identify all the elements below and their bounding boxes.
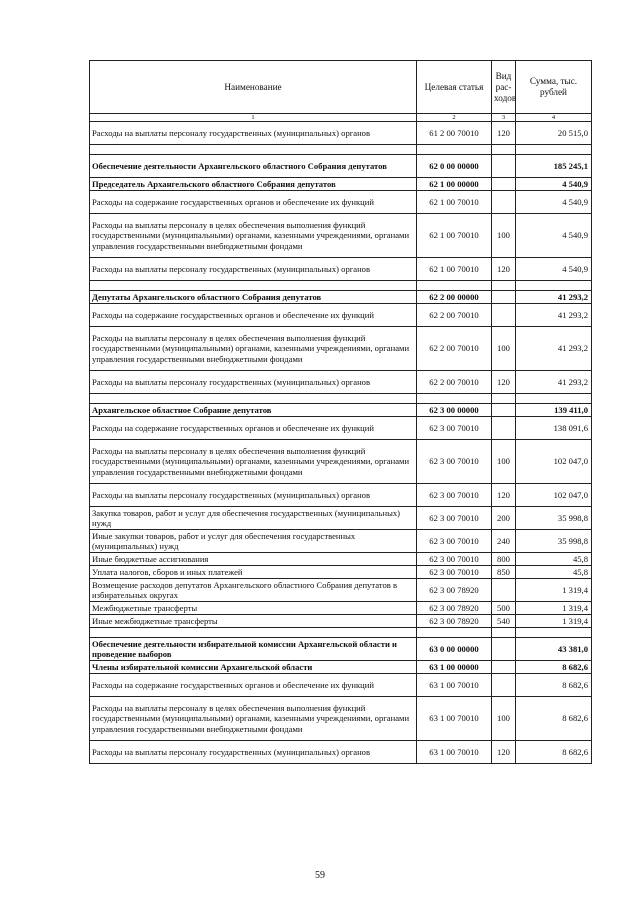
row-code: 62 3 00 70010 xyxy=(417,507,492,530)
row-code: 63 1 00 00000 xyxy=(417,661,492,674)
table-row xyxy=(90,214,592,258)
row-name: Иные бюджетные ассигнования xyxy=(90,553,417,566)
table-row xyxy=(90,191,592,214)
row-type xyxy=(492,404,516,417)
row-code: 62 2 00 70010 xyxy=(417,327,492,371)
spacer-cell xyxy=(417,145,492,155)
spacer-cell xyxy=(492,281,516,291)
row-name: Иные межбюджетные трансферты xyxy=(90,615,417,628)
row-type: 850 xyxy=(492,566,516,579)
row-name: Расходы на выплаты персоналу в целях обеспечения выполнения функций государственными (муниципальными) органами, казенными учреждениями, органами управления государственными внебюджетными фондами xyxy=(90,214,417,258)
row-code: 63 0 00 00000 xyxy=(417,638,492,661)
row-type: 100 xyxy=(492,327,516,371)
row-sum: 8 682,6 xyxy=(516,741,592,764)
header-sum: Сумма, тыс. рублей xyxy=(516,61,592,114)
row-name: Уплата налогов, сборов и иных платежей xyxy=(90,566,417,579)
colnum-3: 3 xyxy=(492,114,516,122)
section-row xyxy=(90,178,592,191)
header-type: Вид рас-ходов xyxy=(492,61,516,114)
table-row xyxy=(90,371,592,394)
row-name: Обеспечение деятельности Архангельского областного Собрания депутатов xyxy=(90,155,417,178)
table-body xyxy=(90,122,592,764)
row-sum: 43 381,0 xyxy=(516,638,592,661)
row-code: 63 1 00 70010 xyxy=(417,741,492,764)
table-row xyxy=(90,530,592,553)
row-code: 62 0 00 00000 xyxy=(417,155,492,178)
row-sum: 1 319,4 xyxy=(516,615,592,628)
row-type xyxy=(492,579,516,602)
table-row xyxy=(90,507,592,530)
row-name: Расходы на выплаты персоналу государственных (муниципальных) органов xyxy=(90,122,417,145)
row-name: Обеспечение деятельности избирательной комиссии Архангельской области и проведение выборов xyxy=(90,638,417,661)
row-name: Возмещение расходов депутатов Архангельского областного Собрания депутатов в избирательных округах xyxy=(90,579,417,602)
spacer-cell xyxy=(492,145,516,155)
row-sum: 102 047,0 xyxy=(516,484,592,507)
row-sum: 1 319,4 xyxy=(516,579,592,602)
table-row xyxy=(90,579,592,602)
row-sum: 1 319,4 xyxy=(516,602,592,615)
row-type: 500 xyxy=(492,602,516,615)
section-row xyxy=(90,404,592,417)
row-type: 100 xyxy=(492,214,516,258)
table-row xyxy=(90,566,592,579)
row-name: Расходы на выплаты персоналу государственных (муниципальных) органов xyxy=(90,741,417,764)
row-code: 62 3 00 70010 xyxy=(417,417,492,440)
row-type: 240 xyxy=(492,530,516,553)
table-row xyxy=(90,741,592,764)
row-code: 62 1 00 70010 xyxy=(417,214,492,258)
header-target: Целевая статья xyxy=(417,61,492,114)
row-sum: 45,8 xyxy=(516,566,592,579)
header-name: Наименование xyxy=(90,61,417,114)
row-code: 62 3 00 78920 xyxy=(417,602,492,615)
row-type: 100 xyxy=(492,440,516,484)
spacer-cell xyxy=(492,394,516,404)
row-code: 62 1 00 70010 xyxy=(417,258,492,281)
row-type xyxy=(492,638,516,661)
row-sum: 41 293,2 xyxy=(516,291,592,304)
table-row xyxy=(90,602,592,615)
page-number: 59 xyxy=(315,870,325,881)
row-name: Иные закупки товаров, работ и услуг для обеспечения государственных (муниципальных) нужд xyxy=(90,530,417,553)
row-type: 120 xyxy=(492,122,516,145)
row-code: 61 2 00 70010 xyxy=(417,122,492,145)
row-name: Расходы на выплаты персоналу государственных (муниципальных) органов xyxy=(90,371,417,394)
row-name: Расходы на содержание государственных органов и обеспечение их функций xyxy=(90,191,417,214)
row-type: 120 xyxy=(492,741,516,764)
colnum-2: 2 xyxy=(417,114,492,122)
row-name: Расходы на содержание государственных органов и обеспечение их функций xyxy=(90,304,417,327)
row-type: 540 xyxy=(492,615,516,628)
row-code: 62 3 00 70010 xyxy=(417,566,492,579)
row-name: Расходы на выплаты персоналу государственных (муниципальных) органов xyxy=(90,484,417,507)
spacer-cell xyxy=(90,281,417,291)
row-sum: 8 682,6 xyxy=(516,697,592,741)
spacer-cell xyxy=(90,628,417,638)
colnum-1: 1 xyxy=(90,114,417,122)
spacer-cell xyxy=(516,145,592,155)
row-name: Расходы на выплаты персоналу в целях обеспечения выполнения функций государственными (муниципальными) органами, казенными учреждениями, органами управления государственными внебюджетными фондами xyxy=(90,440,417,484)
row-sum: 4 540,9 xyxy=(516,214,592,258)
section-row xyxy=(90,155,592,178)
row-type xyxy=(492,417,516,440)
table-row xyxy=(90,484,592,507)
row-sum: 41 293,2 xyxy=(516,371,592,394)
row-sum: 138 091,6 xyxy=(516,417,592,440)
row-sum: 35 998,8 xyxy=(516,507,592,530)
section-row xyxy=(90,638,592,661)
row-name: Архангельское областное Собрание депутатов xyxy=(90,404,417,417)
table-row xyxy=(90,674,592,697)
table-row xyxy=(90,258,592,281)
row-sum: 4 540,9 xyxy=(516,258,592,281)
spacer-cell xyxy=(417,628,492,638)
row-type xyxy=(492,304,516,327)
table-row xyxy=(90,697,592,741)
row-name: Расходы на содержание государственных органов и обеспечение их функций xyxy=(90,674,417,697)
row-name: Председатель Архангельского областного Собрания депутатов xyxy=(90,178,417,191)
row-sum: 45,8 xyxy=(516,553,592,566)
table-row xyxy=(90,440,592,484)
row-sum: 8 682,6 xyxy=(516,661,592,674)
row-type: 800 xyxy=(492,553,516,566)
row-code: 62 2 00 70010 xyxy=(417,304,492,327)
row-code: 62 3 00 70010 xyxy=(417,530,492,553)
row-type: 200 xyxy=(492,507,516,530)
table-row xyxy=(90,122,592,145)
row-name: Расходы на выплаты персоналу государственных (муниципальных) органов xyxy=(90,258,417,281)
row-type: 120 xyxy=(492,371,516,394)
row-type xyxy=(492,178,516,191)
spacer-row xyxy=(90,628,592,638)
spacer-cell xyxy=(492,628,516,638)
row-sum: 102 047,0 xyxy=(516,440,592,484)
budget-table-sheet xyxy=(89,60,591,764)
spacer-cell xyxy=(516,628,592,638)
row-sum: 8 682,6 xyxy=(516,674,592,697)
row-name: Члены избирательной комиссии Архангельской области xyxy=(90,661,417,674)
table-row xyxy=(90,304,592,327)
row-sum: 20 515,0 xyxy=(516,122,592,145)
row-type xyxy=(492,674,516,697)
row-code: 63 1 00 70010 xyxy=(417,697,492,741)
row-sum: 139 411,0 xyxy=(516,404,592,417)
row-name: Расходы на содержание государственных органов и обеспечение их функций xyxy=(90,417,417,440)
column-number-row xyxy=(90,114,592,122)
row-name: Закупка товаров, работ и услуг для обеспечения государственных (муниципальных) нужд xyxy=(90,507,417,530)
row-name: Межбюджетные трансферты xyxy=(90,602,417,615)
row-sum: 41 293,2 xyxy=(516,327,592,371)
row-sum: 4 540,9 xyxy=(516,178,592,191)
spacer-row xyxy=(90,394,592,404)
row-sum: 35 998,8 xyxy=(516,530,592,553)
row-name: Депутаты Архангельского областного Собрания депутатов xyxy=(90,291,417,304)
spacer-cell xyxy=(417,394,492,404)
row-type xyxy=(492,191,516,214)
spacer-cell xyxy=(90,394,417,404)
table-header-row xyxy=(90,61,592,114)
row-code: 62 3 00 70010 xyxy=(417,440,492,484)
spacer-cell xyxy=(516,394,592,404)
spacer-cell xyxy=(417,281,492,291)
row-type: 120 xyxy=(492,484,516,507)
budget-table xyxy=(89,60,592,764)
row-code: 63 1 00 70010 xyxy=(417,674,492,697)
section-row xyxy=(90,291,592,304)
row-type: 100 xyxy=(492,697,516,741)
row-code: 62 1 00 00000 xyxy=(417,178,492,191)
section-row xyxy=(90,661,592,674)
row-code: 62 2 00 70010 xyxy=(417,371,492,394)
spacer-row xyxy=(90,145,592,155)
row-type xyxy=(492,155,516,178)
colnum-4: 4 xyxy=(516,114,592,122)
spacer-cell xyxy=(516,281,592,291)
row-sum: 4 540,9 xyxy=(516,191,592,214)
spacer-cell xyxy=(90,145,417,155)
row-type xyxy=(492,291,516,304)
row-code: 62 3 00 78920 xyxy=(417,579,492,602)
row-name: Расходы на выплаты персоналу в целях обеспечения выполнения функций государственными (муниципальными) органами, казенными учреждениями, органами управления государственными внебюджетными фондами xyxy=(90,327,417,371)
spacer-row xyxy=(90,281,592,291)
row-code: 62 2 00 00000 xyxy=(417,291,492,304)
row-code: 62 3 00 70010 xyxy=(417,553,492,566)
row-type xyxy=(492,661,516,674)
row-name: Расходы на выплаты персоналу в целях обеспечения выполнения функций государственными (муниципальными) органами, казенными учреждениями, органами управления государственными внебюджетными фондами xyxy=(90,697,417,741)
row-sum: 185 245,1 xyxy=(516,155,592,178)
table-row xyxy=(90,553,592,566)
row-code: 62 1 00 70010 xyxy=(417,191,492,214)
table-row xyxy=(90,417,592,440)
table-row xyxy=(90,327,592,371)
row-code: 62 3 00 70010 xyxy=(417,484,492,507)
row-type: 120 xyxy=(492,258,516,281)
row-sum: 41 293,2 xyxy=(516,304,592,327)
row-code: 62 3 00 00000 xyxy=(417,404,492,417)
row-code: 62 3 00 78920 xyxy=(417,615,492,628)
table-row xyxy=(90,615,592,628)
